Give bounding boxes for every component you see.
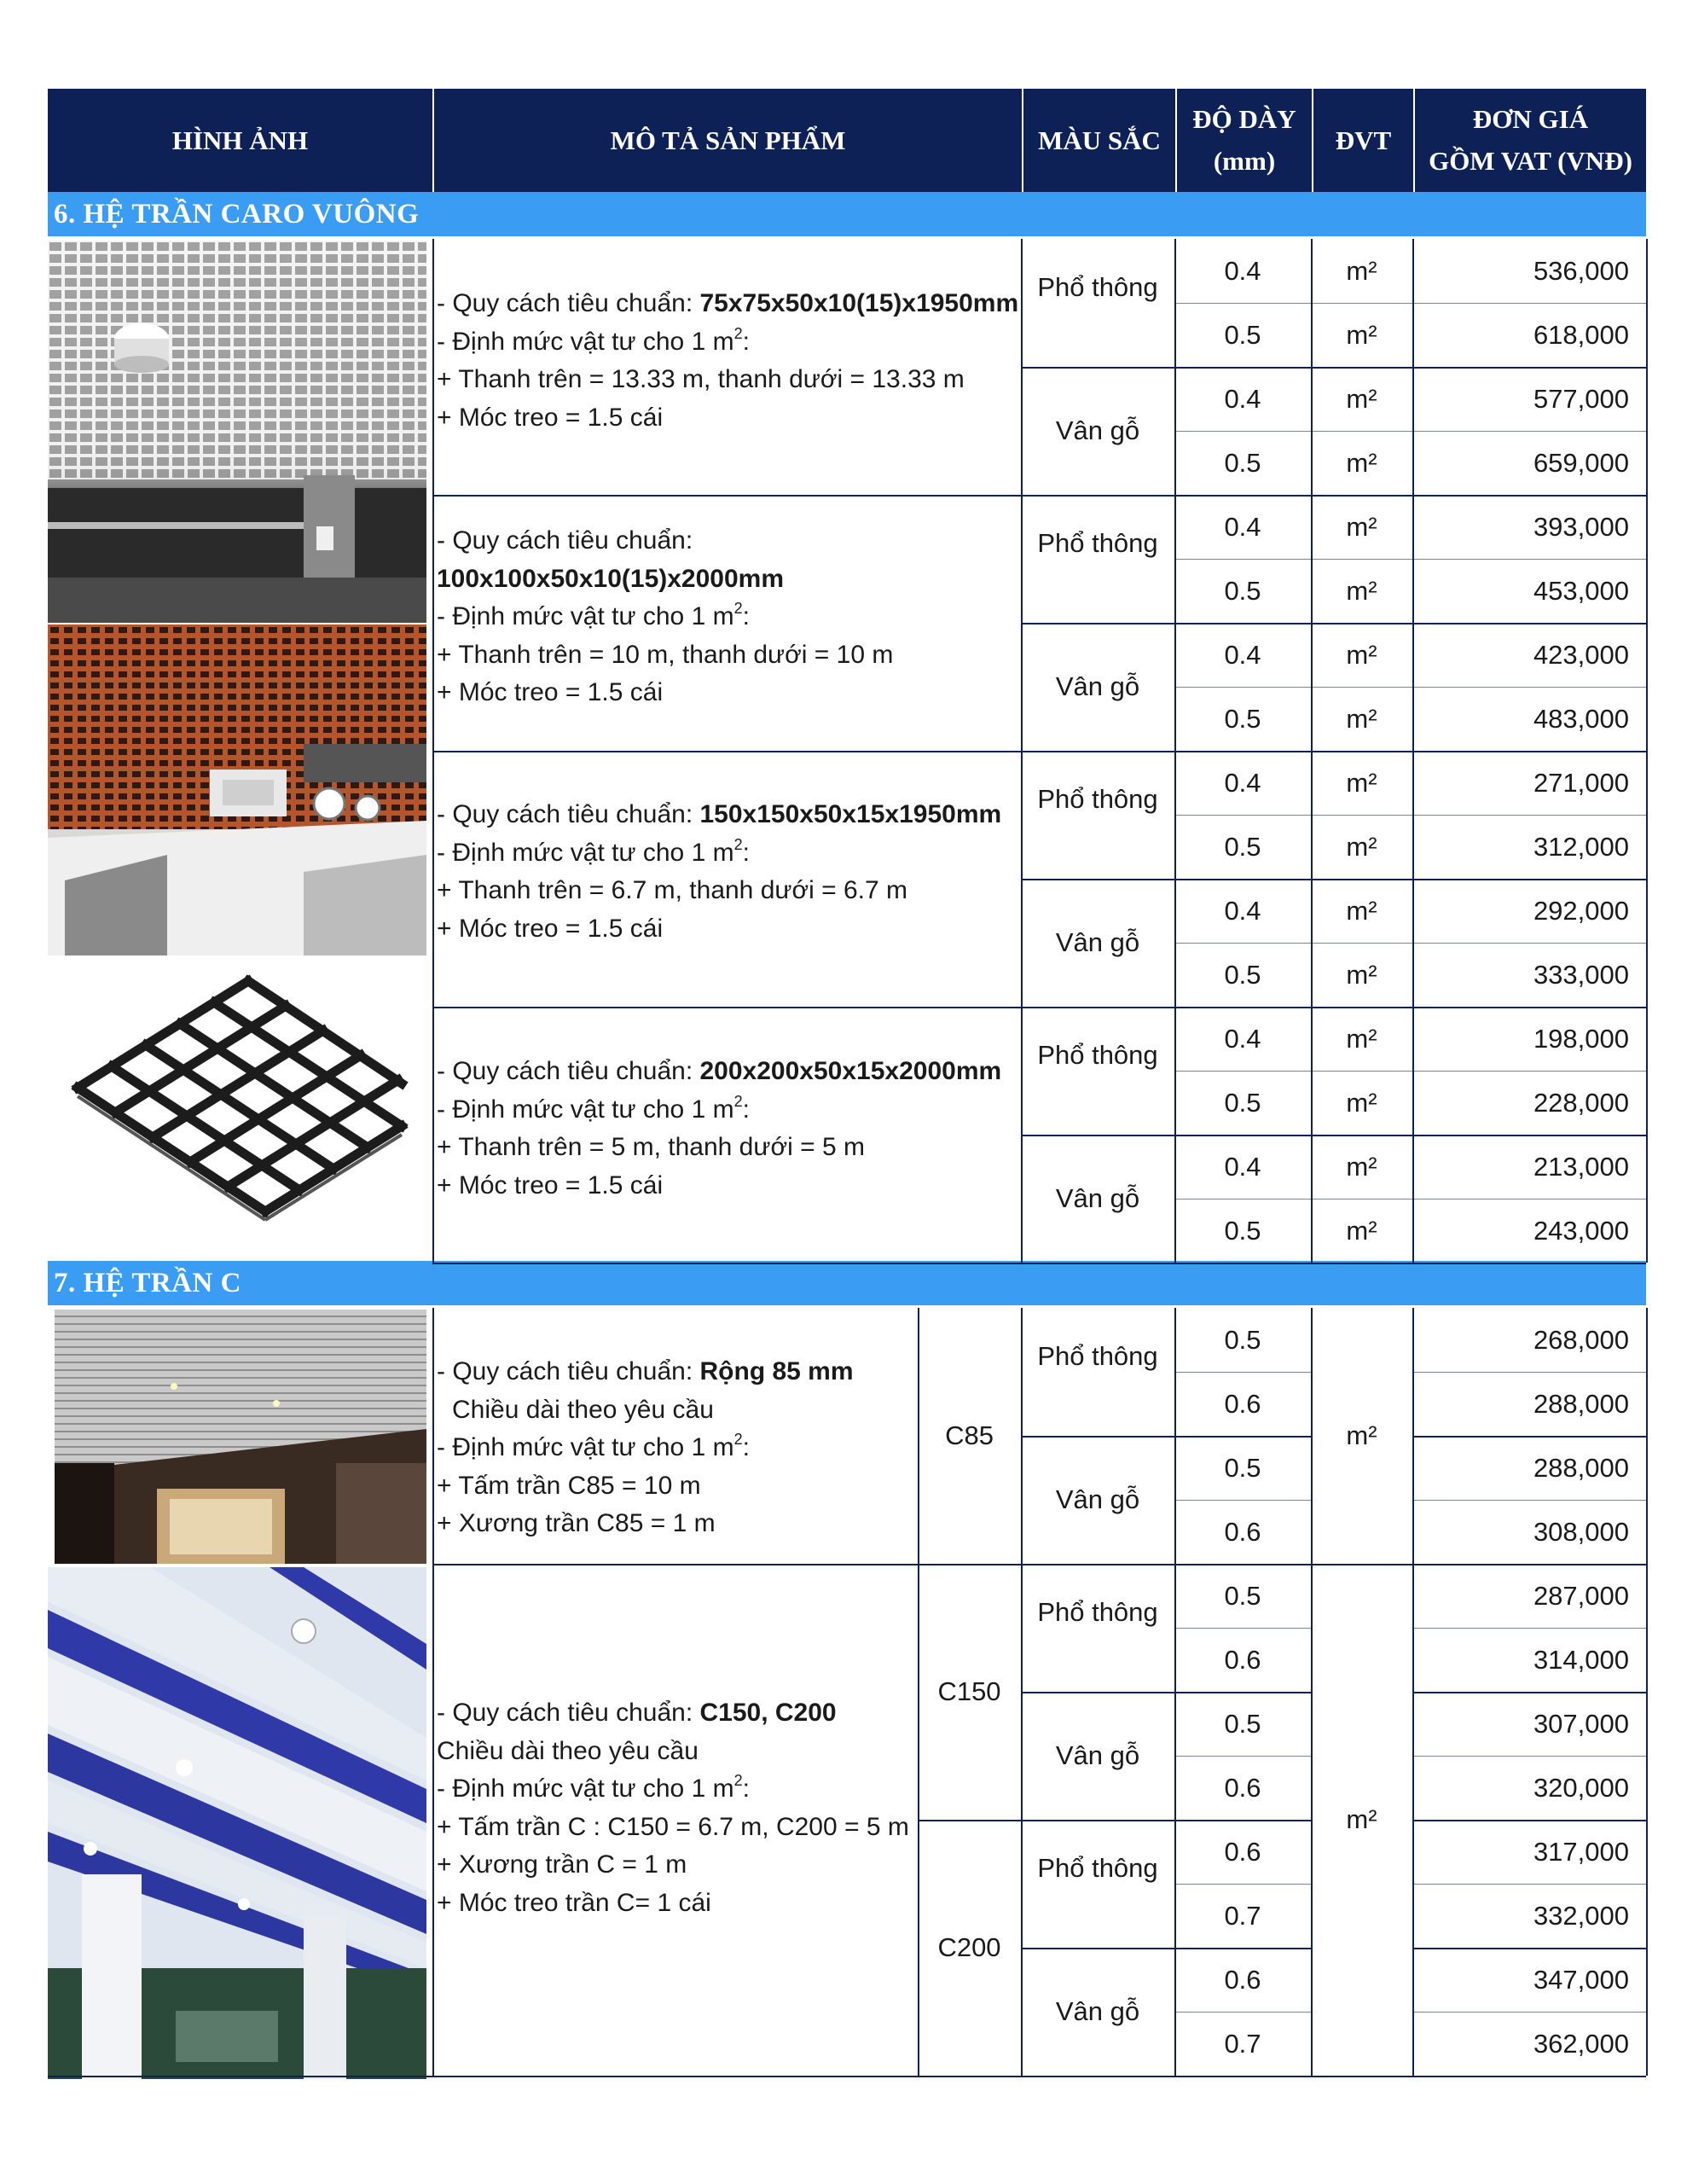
- thickness-cell: 0.5: [1224, 831, 1261, 862]
- thickness-cell: 0.6: [1224, 1836, 1261, 1867]
- unit-cell: m²: [1346, 831, 1377, 862]
- group3-spec-label: - Quy cách tiêu chuẩn:: [437, 800, 700, 828]
- header-description: [434, 89, 1022, 192]
- row-divider: [1021, 1692, 1311, 1693]
- group1-bars: + Thanh trên = 13.33 m, thanh dưới = 13.33 m: [437, 365, 965, 393]
- price-cell: 332,000: [1533, 1900, 1629, 1931]
- header-unit-label: ĐVT: [1335, 125, 1392, 155]
- header-image-label: HÌNH ẢNH: [171, 125, 309, 155]
- col-thick-divider: [1174, 239, 1176, 1263]
- thickness-cell: 0.4: [1224, 511, 1261, 542]
- thickness-cell: 0.4: [1224, 1151, 1261, 1182]
- row-divider: [1412, 1692, 1646, 1693]
- thickness-cell: 0.4: [1224, 255, 1261, 286]
- row-divider: [1174, 303, 1646, 304]
- thickness-cell: 0.6: [1224, 1772, 1261, 1803]
- section-7-title-text: 7. HỆ TRẦN C: [54, 1267, 241, 1298]
- c85-spec-value: Rộng 85 mm: [699, 1357, 854, 1385]
- c85-spec-label: - Quy cách tiêu chuẩn:: [437, 1357, 700, 1385]
- color-cell-pho-thong: Phổ thông: [1037, 272, 1158, 302]
- row-divider: [1174, 1500, 1311, 1501]
- group2-norm-end: :: [742, 602, 750, 630]
- group3-spec-value: 150x150x50x15x1950mm: [699, 800, 1002, 828]
- group2-spec-value: 100x100x50x10(15)x2000mm: [437, 564, 785, 593]
- thickness-cell: 0.5: [1224, 319, 1261, 350]
- group2-norm-sup: 2: [733, 600, 743, 617]
- price-cell: 317,000: [1533, 1836, 1629, 1867]
- thickness-cell: 0.5: [1224, 1708, 1261, 1739]
- c85-panel: + Tấm trần C85 = 10 m: [437, 1471, 701, 1500]
- group2-spec-label: - Quy cách tiêu chuẩn:: [437, 526, 693, 555]
- row-divider: [1174, 1884, 1311, 1885]
- unit-cell: m²: [1346, 959, 1377, 990]
- black-grid-panel-icon: [48, 973, 426, 1239]
- row-divider: [1174, 559, 1646, 560]
- color-cell-van-go: Vân gỗ: [1055, 1484, 1140, 1514]
- section-6-title: [48, 192, 1646, 236]
- row-divider: [1412, 1820, 1646, 1821]
- price-cell: 243,000: [1533, 1215, 1629, 1246]
- price-cell: 423,000: [1533, 639, 1629, 670]
- price-cell: 659,000: [1533, 447, 1629, 478]
- group4-norm-label: - Định mức vật tư cho 1 m: [437, 1095, 734, 1124]
- row-divider: [1174, 1071, 1646, 1072]
- group3-norm-end: :: [742, 838, 750, 867]
- col-unit-divider: [1311, 1308, 1313, 2076]
- group-divider: [432, 1007, 1646, 1008]
- group1-hooks: + Móc treo = 1.5 cái: [437, 403, 664, 432]
- blue-strip-ceiling-photo-icon: [48, 1567, 426, 2079]
- price-cell: 577,000: [1533, 383, 1629, 414]
- thickness-cell: 0.6: [1224, 1516, 1261, 1547]
- c85-description: [437, 1353, 854, 1543]
- c150-c200-description: [437, 1694, 909, 1922]
- group2-bars: + Thanh trên = 10 m, thanh dưới = 10 m: [437, 640, 894, 669]
- price-cell: 308,000: [1533, 1516, 1629, 1547]
- table-bottom-border: [48, 2076, 1646, 2077]
- c150-norm-label: - Định mức vật tư cho 1 m: [437, 1774, 734, 1803]
- thickness-cell: 0.5: [1224, 1580, 1261, 1611]
- c85-norm-end: :: [742, 1433, 750, 1461]
- color-cell-pho-thong: Phổ thông: [1037, 1341, 1158, 1371]
- c85-norm-sup: 2: [733, 1431, 743, 1448]
- color-cell-pho-thong: Phổ thông: [1037, 1040, 1158, 1070]
- row-divider: [1412, 1884, 1646, 1885]
- unit-cell-merged: m²: [1346, 1804, 1377, 1834]
- c150-length: Chiều dài theo yêu cầu: [437, 1736, 699, 1765]
- unit-cell: m²: [1346, 575, 1377, 606]
- thickness-cell: 0.4: [1224, 767, 1261, 798]
- col-color-divider: [1021, 1308, 1023, 2076]
- header-price: [1415, 89, 1646, 192]
- header-color: [1023, 89, 1175, 192]
- group1-norm-sup: 2: [733, 324, 743, 342]
- group4-spec-label: - Quy cách tiêu chuẩn:: [437, 1057, 700, 1085]
- group-divider: [432, 751, 1646, 752]
- c150-frame: + Xương trần C = 1 m: [437, 1850, 687, 1879]
- row-divider: [1174, 1756, 1311, 1757]
- price-cell: 287,000: [1533, 1580, 1629, 1611]
- c150-spec-label: - Quy cách tiêu chuẩn:: [437, 1699, 700, 1727]
- group1-spec-value: 75x75x50x10(15)x1950mm: [699, 289, 1019, 317]
- group3-hooks: + Móc treo = 1.5 cái: [437, 914, 664, 943]
- col-desc-divider: [432, 239, 434, 1263]
- group3-norm-sup: 2: [733, 835, 743, 853]
- color-cell-van-go: Vân gỗ: [1055, 415, 1140, 445]
- unit-cell: m²: [1346, 895, 1377, 926]
- col-code-divider: [918, 1308, 919, 2076]
- col-price-divider: [1412, 1308, 1414, 2076]
- price-cell: 320,000: [1533, 1772, 1629, 1803]
- row-divider: [1021, 879, 1646, 880]
- unit-cell: m²: [1346, 511, 1377, 542]
- col-right-border: [1646, 239, 1648, 1263]
- unit-cell: m²: [1346, 319, 1377, 350]
- unit-cell: m²: [1346, 1215, 1377, 1246]
- c85-length: Chiều dài theo yêu cầu: [452, 1395, 714, 1424]
- c85-norm-label: - Định mức vật tư cho 1 m: [437, 1433, 734, 1461]
- unit-cell: m²: [1346, 1023, 1377, 1054]
- row-divider: [1174, 687, 1646, 688]
- color-cell-pho-thong: Phổ thông: [1037, 784, 1158, 814]
- group3-bars: + Thanh trên = 6.7 m, thanh dưới = 6.7 m: [437, 876, 908, 904]
- color-cell-van-go: Vân gỗ: [1055, 1996, 1140, 2026]
- header-color-label: MÀU SẮC: [1038, 125, 1161, 155]
- price-cell: 362,000: [1533, 2028, 1629, 2059]
- row-divider: [1412, 1756, 1646, 1757]
- thickness-cell: 0.6: [1224, 1644, 1261, 1675]
- unit-cell: m²: [1346, 255, 1377, 286]
- unit-cell: m²: [1346, 1151, 1377, 1182]
- group4-spec-value: 200x200x50x15x2000mm: [699, 1057, 1002, 1085]
- c150-norm-end: :: [742, 1774, 750, 1803]
- row-divider: [1021, 1135, 1646, 1136]
- c150-norm-sup: 2: [733, 1772, 743, 1789]
- col-right-border: [1646, 1308, 1648, 2076]
- header-unit: [1313, 89, 1413, 192]
- c150-panel: + Tấm trần C : C150 = 6.7 m, C200 = 5 m: [437, 1812, 909, 1841]
- row-divider: [1412, 2012, 1646, 2013]
- thickness-cell: 0.7: [1224, 2028, 1261, 2059]
- row-divider: [1021, 1436, 1311, 1438]
- row-divider: [1174, 1628, 1311, 1629]
- row-divider: [918, 1820, 1311, 1821]
- thickness-cell: 0.6: [1224, 1388, 1261, 1419]
- col-thick-divider: [1174, 1308, 1176, 2076]
- row-divider: [1412, 1436, 1646, 1438]
- row-divider: [1412, 1500, 1646, 1501]
- group1-description: [437, 285, 1018, 437]
- unit-cell: m²: [1346, 767, 1377, 798]
- header-description-label: MÔ TẢ SẢN PHẨM: [610, 125, 846, 155]
- thickness-cell: 0.5: [1224, 959, 1261, 990]
- thickness-cell: 0.4: [1224, 1023, 1261, 1054]
- price-cell: 307,000: [1533, 1708, 1629, 1739]
- thickness-cell: 0.5: [1224, 1215, 1261, 1246]
- col-unit-divider: [1311, 239, 1313, 1263]
- ceiling-grid-photo-icon: [48, 241, 426, 623]
- color-cell-van-go: Vân gỗ: [1055, 1183, 1140, 1213]
- color-cell-van-go: Vân gỗ: [1055, 1740, 1140, 1770]
- col-color-divider: [1021, 239, 1023, 1263]
- price-cell: 268,000: [1533, 1324, 1629, 1355]
- color-cell-pho-thong: Phổ thông: [1037, 1853, 1158, 1883]
- group-divider: [432, 495, 1646, 497]
- code-cell-c85: C85: [945, 1420, 994, 1450]
- thickness-cell: 0.5: [1224, 1087, 1261, 1118]
- price-cell: 333,000: [1533, 959, 1629, 990]
- group3-norm-label: - Định mức vật tư cho 1 m: [437, 838, 734, 867]
- group3-description: [437, 796, 1001, 948]
- price-cell: 271,000: [1533, 767, 1629, 798]
- wood-grid-ceiling-photo-icon: [48, 624, 426, 956]
- color-cell-pho-thong: Phổ thông: [1037, 1597, 1158, 1627]
- unit-cell: m²: [1346, 447, 1377, 478]
- price-cell: 453,000: [1533, 575, 1629, 606]
- c85-strip-ceiling-photo-icon: [55, 1310, 426, 1564]
- row-divider: [1412, 1628, 1646, 1629]
- thickness-cell: 0.5: [1224, 1452, 1261, 1483]
- group1-spec-label: - Quy cách tiêu chuẩn:: [437, 289, 700, 317]
- header-price-vat: GỒM VAT (VNĐ): [1429, 145, 1632, 176]
- unit-cell: m²: [1346, 703, 1377, 734]
- row-divider: [1021, 1948, 1311, 1949]
- thickness-cell: 0.6: [1224, 1964, 1261, 1995]
- price-cell: 393,000: [1533, 511, 1629, 542]
- group4-bars: + Thanh trên = 5 m, thanh dưới = 5 m: [437, 1133, 865, 1161]
- group2-norm-label: - Định mức vật tư cho 1 m: [437, 602, 734, 630]
- color-cell-pho-thong: Phổ thông: [1037, 528, 1158, 558]
- header-image: [48, 89, 432, 192]
- row-divider: [1021, 367, 1646, 369]
- thickness-cell: 0.4: [1224, 895, 1261, 926]
- group2-description: [437, 522, 893, 712]
- group2-hooks: + Móc treo = 1.5 cái: [437, 678, 664, 706]
- price-cell: 213,000: [1533, 1151, 1629, 1182]
- row-divider: [1412, 1948, 1646, 1949]
- price-cell: 288,000: [1533, 1388, 1629, 1419]
- price-cell: 312,000: [1533, 831, 1629, 862]
- code-cell-c150: C150: [937, 1676, 1001, 1706]
- thickness-cell: 0.5: [1224, 703, 1261, 734]
- group1-norm-end: :: [742, 327, 750, 356]
- group4-hooks: + Móc treo = 1.5 cái: [437, 1170, 664, 1199]
- header-thickness-label: ĐỘ DÀY: [1192, 104, 1296, 135]
- thickness-cell: 0.7: [1224, 1900, 1261, 1931]
- section-7-title: [48, 1261, 1646, 1305]
- price-cell: 347,000: [1533, 1964, 1629, 1995]
- group4-description: [437, 1053, 1001, 1205]
- thickness-cell: 0.4: [1224, 383, 1261, 414]
- unit-cell: m²: [1346, 383, 1377, 414]
- thickness-cell: 0.5: [1224, 575, 1261, 606]
- price-cell: 292,000: [1533, 895, 1629, 926]
- thickness-cell: 0.5: [1224, 1324, 1261, 1355]
- row-divider: [1174, 1372, 1311, 1373]
- row-divider: [1174, 815, 1646, 816]
- thickness-cell: 0.5: [1224, 447, 1261, 478]
- group4-norm-sup: 2: [733, 1092, 743, 1110]
- group1-norm-label: - Định mức vật tư cho 1 m: [437, 327, 734, 356]
- color-cell-van-go: Vân gỗ: [1055, 927, 1140, 957]
- c85-frame: + Xương trần C85 = 1 m: [437, 1509, 716, 1537]
- c150-hooks: + Móc treo trần C= 1 cái: [437, 1888, 711, 1917]
- thickness-cell: 0.4: [1224, 639, 1261, 670]
- col-price-divider: [1412, 239, 1414, 1263]
- section-divider: [432, 1263, 1646, 1264]
- color-cell-van-go: Vân gỗ: [1055, 671, 1140, 701]
- unit-cell-merged: m²: [1346, 1420, 1377, 1450]
- price-cell: 228,000: [1533, 1087, 1629, 1118]
- header-thickness: [1177, 89, 1312, 192]
- row-divider: [1174, 431, 1646, 432]
- section-6-title-text: 6. HỆ TRẦN CARO VUÔNG: [54, 198, 420, 229]
- code-cell-c200: C200: [937, 1932, 1001, 1962]
- header-price-label: ĐƠN GIÁ: [1472, 104, 1589, 135]
- price-cell: 483,000: [1533, 703, 1629, 734]
- price-cell: 618,000: [1533, 319, 1629, 350]
- col-desc-divider: [432, 1308, 434, 2076]
- row-divider: [1021, 623, 1646, 624]
- group4-norm-end: :: [742, 1095, 750, 1124]
- price-cell: 288,000: [1533, 1452, 1629, 1483]
- price-cell: 314,000: [1533, 1644, 1629, 1675]
- price-cell: 198,000: [1533, 1023, 1629, 1054]
- row-divider: [1174, 943, 1646, 944]
- unit-cell: m²: [1346, 1087, 1377, 1118]
- row-divider: [1412, 1372, 1646, 1373]
- header-thickness-unit: (mm): [1213, 145, 1276, 176]
- price-cell: 536,000: [1533, 255, 1629, 286]
- c150-spec-value: C150, C200: [699, 1699, 837, 1727]
- row-divider: [1174, 2012, 1311, 2013]
- unit-cell: m²: [1346, 639, 1377, 670]
